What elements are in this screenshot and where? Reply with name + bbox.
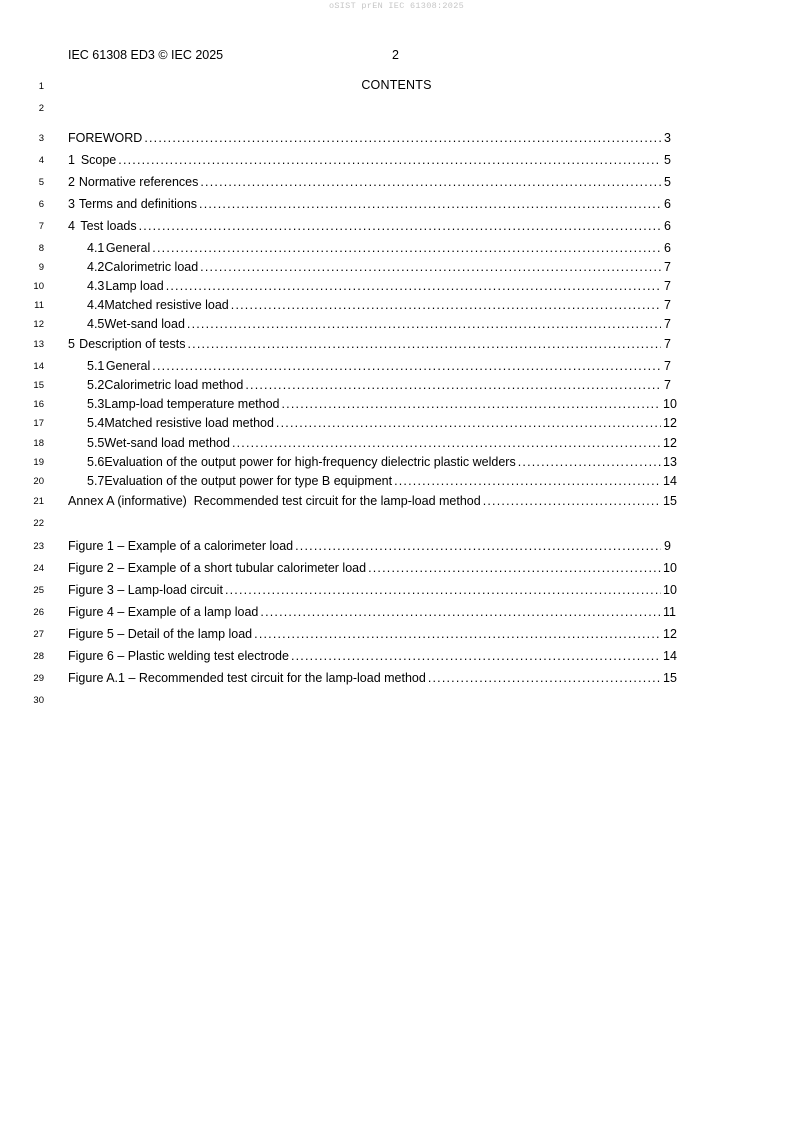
toc-line bbox=[0, 152, 793, 170]
toc-entry-title: Lamp load bbox=[105, 279, 164, 293]
dot-leader bbox=[518, 454, 661, 470]
dot-leader bbox=[295, 538, 661, 554]
toc-entry-number: 5 bbox=[68, 337, 75, 351]
toc-entry-title: General bbox=[105, 241, 151, 255]
toc-line bbox=[0, 454, 793, 472]
dot-leader bbox=[260, 604, 661, 620]
line-2 bbox=[0, 100, 793, 118]
toc-entry-clause-4-5[interactable] bbox=[87, 316, 671, 332]
line-number: 15 bbox=[33, 380, 44, 391]
toc-entry-number: 2 bbox=[68, 175, 75, 189]
dot-leader bbox=[282, 396, 662, 412]
toc-entry-page: 3 bbox=[664, 131, 671, 145]
figure-entry-title: Figure 4 – Example of a lamp load bbox=[68, 605, 259, 619]
toc-entry-clause-1[interactable] bbox=[68, 152, 671, 168]
toc-entry-page: 7 bbox=[664, 337, 671, 351]
dot-leader bbox=[187, 336, 661, 352]
figure-entry-title: Figure 3 – Lamp-load circuit bbox=[68, 583, 223, 597]
line-number: 5 bbox=[38, 177, 44, 188]
line-number: 20 bbox=[33, 476, 44, 487]
toc-entry-page: 7 bbox=[664, 359, 671, 373]
toc-entry-page: 6 bbox=[664, 219, 671, 233]
figure-entry-page: 11 bbox=[663, 605, 676, 619]
dot-leader bbox=[394, 473, 661, 489]
line-number: 24 bbox=[33, 563, 44, 574]
figure-line bbox=[0, 560, 793, 578]
toc-entry-number: 4.5 bbox=[87, 317, 105, 331]
line-number: 29 bbox=[33, 673, 44, 684]
toc-entry-clause-2[interactable] bbox=[68, 174, 671, 190]
toc-entry-number: 4.2 bbox=[87, 260, 105, 274]
figure-line bbox=[0, 582, 793, 600]
line-number: 6 bbox=[38, 199, 44, 210]
figure-entry-page: 9 bbox=[664, 539, 671, 553]
dot-leader bbox=[139, 218, 661, 234]
figure-entry-6[interactable] bbox=[68, 648, 677, 664]
figure-line bbox=[0, 538, 793, 556]
line-number: 27 bbox=[33, 629, 44, 640]
figure-line bbox=[0, 670, 793, 688]
figure-entry-title: Figure A.1 – Recommended test circuit for the lamp-load method bbox=[68, 671, 426, 685]
toc-entry-clause-5[interactable] bbox=[68, 336, 671, 352]
dot-leader bbox=[428, 670, 661, 686]
toc-entry-clause-3[interactable] bbox=[68, 196, 671, 212]
toc-entry-title: Evaluation of the output power for high-frequency dielectric plastic welders bbox=[104, 455, 516, 469]
line-number: 7 bbox=[38, 221, 44, 232]
toc-entry-number: 5.4 bbox=[87, 416, 105, 430]
line-1 bbox=[0, 78, 793, 96]
figure-line bbox=[0, 604, 793, 622]
toc-entry-page: 14 bbox=[663, 474, 677, 488]
dot-leader bbox=[245, 377, 661, 393]
toc-entry-clause-4-2[interactable] bbox=[87, 259, 671, 275]
line-number: 23 bbox=[33, 541, 44, 552]
toc-entry-title: Description of tests bbox=[79, 337, 186, 351]
toc-entry-page: 12 bbox=[663, 436, 677, 450]
page-number: 2 bbox=[392, 48, 399, 62]
watermark: oSIST prEN IEC 61308:2025 bbox=[328, 1, 465, 11]
toc-entry-title: Matched resistive load method bbox=[104, 416, 274, 430]
toc-entry-title: FOREWORD bbox=[68, 131, 143, 145]
toc-entry-clause-5-5[interactable] bbox=[87, 435, 677, 451]
toc-line bbox=[0, 297, 793, 315]
line-number: 4 bbox=[38, 155, 44, 166]
line-number: 2 bbox=[38, 103, 44, 114]
dot-leader bbox=[368, 560, 661, 576]
toc-line bbox=[0, 174, 793, 192]
figure-entry-title: Figure 1 – Example of a calorimeter load bbox=[68, 539, 294, 553]
toc-entry-clause-5-2[interactable] bbox=[87, 377, 671, 393]
toc-entry-page: 10 bbox=[663, 397, 677, 411]
toc-entry-number: 1 bbox=[68, 153, 75, 167]
toc-line bbox=[0, 473, 793, 491]
toc-entry-title: Calorimetric load bbox=[104, 260, 199, 274]
toc-entry-clause-4[interactable] bbox=[68, 218, 671, 234]
toc-entry-number: 5.1 bbox=[87, 359, 105, 373]
figure-entry-2[interactable] bbox=[68, 560, 677, 576]
dot-leader bbox=[166, 278, 661, 294]
line-number: 22 bbox=[33, 518, 44, 529]
toc-entry-page: 15 bbox=[663, 494, 677, 508]
line-30 bbox=[0, 692, 793, 710]
toc-line bbox=[0, 316, 793, 334]
dot-leader bbox=[276, 415, 661, 431]
toc-line bbox=[0, 336, 793, 354]
line-number: 10 bbox=[33, 281, 44, 292]
toc-line bbox=[0, 493, 793, 511]
dot-leader bbox=[483, 493, 661, 509]
toc-entry-title: Normative references bbox=[78, 175, 199, 189]
dot-leader bbox=[231, 297, 661, 313]
toc-entry-foreword[interactable] bbox=[68, 130, 671, 146]
toc-line bbox=[0, 435, 793, 453]
document-id: IEC 61308 ED3 © IEC 2025 bbox=[68, 48, 224, 62]
line-number: 21 bbox=[33, 496, 44, 507]
figure-entry-a1[interactable] bbox=[68, 670, 677, 686]
toc-entry-title: Test loads bbox=[80, 219, 137, 233]
toc-entry-page: 7 bbox=[664, 298, 671, 312]
dot-leader bbox=[118, 152, 661, 168]
line-number: 28 bbox=[33, 651, 44, 662]
toc-line bbox=[0, 358, 793, 376]
dot-leader bbox=[187, 316, 661, 332]
toc-line bbox=[0, 240, 793, 258]
figure-entry-4[interactable] bbox=[68, 604, 676, 620]
line-22 bbox=[0, 515, 793, 533]
line-number: 16 bbox=[33, 399, 44, 410]
line-number: 25 bbox=[33, 585, 44, 596]
figure-entry-title: Figure 2 – Example of a short tubular calorimeter load bbox=[68, 561, 367, 575]
contents-title: CONTENTS bbox=[361, 78, 432, 92]
toc-entry-clause-5-7[interactable] bbox=[87, 473, 677, 489]
toc-line bbox=[0, 278, 793, 296]
toc-entry-title: Evaluation of the output power for type B equipment bbox=[104, 474, 393, 488]
dot-leader bbox=[225, 582, 661, 598]
toc-entry-number: 5.6 bbox=[87, 455, 105, 469]
figure-entry-page: 10 bbox=[663, 583, 677, 597]
toc-entry-page: 5 bbox=[664, 153, 671, 167]
toc-entry-number: 4.3 bbox=[87, 279, 105, 293]
toc-entry-number: 3 bbox=[68, 197, 75, 211]
dot-leader bbox=[199, 196, 661, 212]
figure-line bbox=[0, 648, 793, 666]
dot-leader bbox=[152, 358, 661, 374]
toc-line bbox=[0, 396, 793, 414]
toc-entry-title: General bbox=[105, 359, 151, 373]
toc-line bbox=[0, 196, 793, 214]
toc-entry-page: 5 bbox=[664, 175, 671, 189]
toc-entry-number: 5.7 bbox=[87, 474, 105, 488]
dot-leader bbox=[144, 130, 661, 146]
dot-leader bbox=[152, 240, 661, 256]
toc-entry-number: 5.2 bbox=[87, 378, 105, 392]
toc-entry-clause-5-6[interactable] bbox=[87, 454, 677, 470]
line-number: 13 bbox=[33, 339, 44, 350]
toc-line bbox=[0, 259, 793, 277]
toc-entry-clause-5-4[interactable] bbox=[87, 415, 677, 431]
toc-line bbox=[0, 130, 793, 148]
toc-entry-title: Wet-sand load method bbox=[104, 436, 230, 450]
toc-entry-clause-4-4[interactable] bbox=[87, 297, 671, 313]
figure-entry-title: Figure 6 – Plastic welding test electrode bbox=[68, 649, 289, 663]
toc-entry-page: 6 bbox=[664, 197, 671, 211]
toc-entry-clause-4-3[interactable] bbox=[87, 278, 671, 294]
line-number: 30 bbox=[33, 695, 44, 706]
figure-entry-5[interactable] bbox=[68, 626, 677, 642]
figure-entry-1[interactable] bbox=[68, 538, 671, 554]
toc-line bbox=[0, 218, 793, 236]
line-number: 17 bbox=[33, 418, 44, 429]
toc-entry-title: Wet-sand load bbox=[104, 317, 185, 331]
toc-entry-clause-5-1[interactable] bbox=[87, 358, 671, 374]
line-number: 3 bbox=[38, 133, 44, 144]
toc-entry-number: 5.5 bbox=[87, 436, 105, 450]
figure-entry-page: 14 bbox=[663, 649, 677, 663]
line-number: 14 bbox=[33, 361, 44, 372]
line-number: 9 bbox=[38, 262, 44, 273]
figure-entry-page: 12 bbox=[663, 627, 677, 641]
line-number: 8 bbox=[38, 243, 44, 254]
figure-line bbox=[0, 626, 793, 644]
toc-entry-clause-5-3[interactable] bbox=[87, 396, 677, 412]
dot-leader bbox=[200, 259, 661, 275]
toc-entry-page: 7 bbox=[664, 260, 671, 274]
figure-entry-title: Figure 5 – Detail of the lamp load bbox=[68, 627, 253, 641]
toc-entry-page: 12 bbox=[663, 416, 677, 430]
toc-entry-page: 7 bbox=[664, 317, 671, 331]
toc-entry-title: Terms and definitions bbox=[78, 197, 198, 211]
toc-line bbox=[0, 415, 793, 433]
dot-leader bbox=[200, 174, 661, 190]
line-number: 18 bbox=[33, 438, 44, 449]
toc-line bbox=[0, 377, 793, 395]
dot-leader bbox=[291, 648, 661, 664]
line-number: 26 bbox=[33, 607, 44, 618]
dot-leader bbox=[232, 435, 661, 451]
toc-entry-title: Matched resistive load bbox=[104, 298, 229, 312]
toc-entry-number: 4.1 bbox=[87, 241, 105, 255]
figure-entry-page: 10 bbox=[663, 561, 677, 575]
figure-entry-3[interactable] bbox=[68, 582, 677, 598]
toc-entry-number: 4.4 bbox=[87, 298, 105, 312]
toc-entry-title: Calorimetric load method bbox=[104, 378, 244, 392]
figure-entry-page: 15 bbox=[663, 671, 677, 685]
toc-entry-page: 6 bbox=[664, 241, 671, 255]
line-number: 1 bbox=[38, 81, 44, 92]
toc-entry-title: Scope bbox=[80, 153, 117, 167]
line-number: 12 bbox=[33, 319, 44, 330]
toc-entry-annex-a[interactable] bbox=[68, 493, 677, 509]
toc-entry-page: 7 bbox=[664, 279, 671, 293]
toc-entry-page: 7 bbox=[664, 378, 671, 392]
line-number: 11 bbox=[34, 300, 44, 311]
toc-entry-title: Annex A (informative) Recommended test circuit for the lamp-load method bbox=[68, 494, 481, 508]
toc-entry-page: 13 bbox=[663, 455, 677, 469]
toc-entry-clause-4-1[interactable] bbox=[87, 240, 671, 256]
toc-entry-number: 5.3 bbox=[87, 397, 105, 411]
toc-entry-number: 4 bbox=[68, 219, 75, 233]
dot-leader bbox=[254, 626, 661, 642]
line-number: 19 bbox=[33, 457, 44, 468]
toc-entry-title: Lamp-load temperature method bbox=[104, 397, 280, 411]
